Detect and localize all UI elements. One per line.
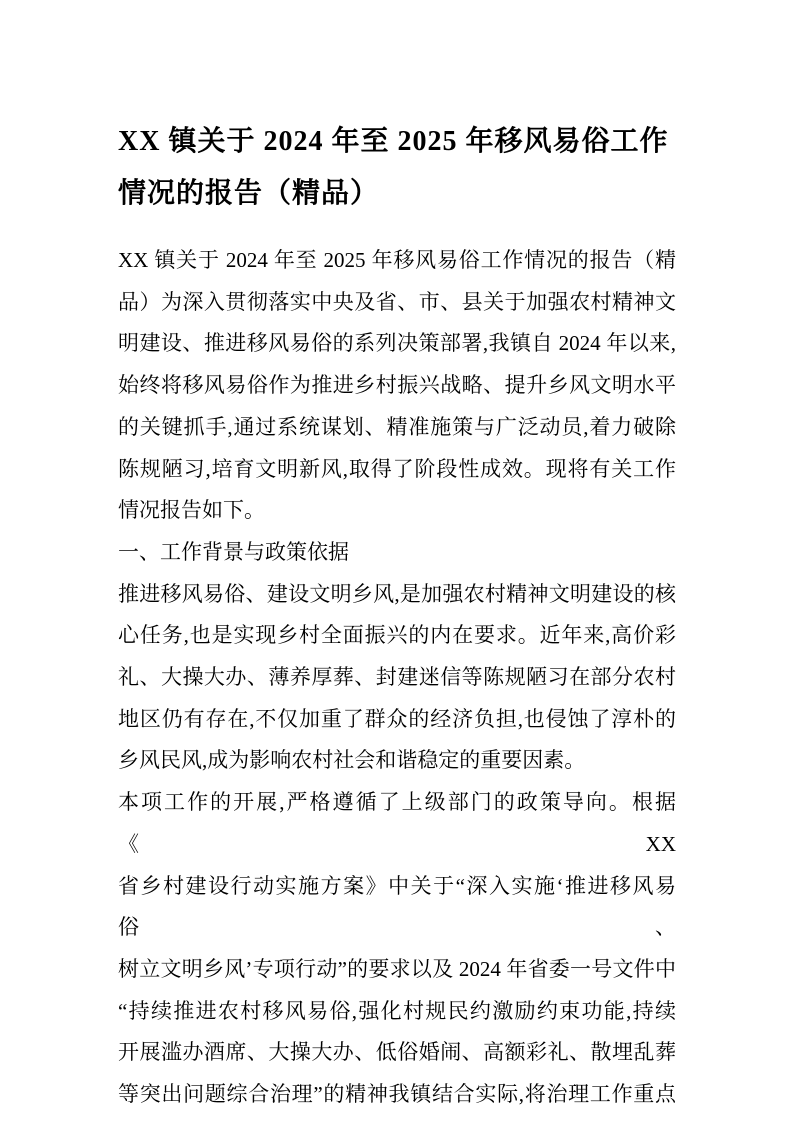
text-line: 地区仍有存在,不仅加重了群众的经济负担,也侵蚀了淳朴的 [118, 706, 676, 731]
heading-section-1 [118, 532, 676, 574]
paragraph-intro [118, 240, 676, 532]
document-title [118, 116, 676, 220]
text-line: 树立文明乡风’专项行动”的要求以及 2024 年省委一号文件中 [118, 956, 676, 981]
text-line: 情况报告如下。 [118, 498, 265, 523]
text-line: 本项工作的开展,严格遵循了上级部门的政策导向。根据《XX [118, 790, 676, 856]
paragraph-background [118, 574, 676, 783]
text-line: 的关键抓手,通过系统谋划、精准施策与广泛动员,着力破除 [118, 414, 676, 439]
text-line: 品）为深入贯彻落实中央及省、市、县关于加强农村精神文 [118, 289, 676, 314]
text-line: 等突出问题综合治理”的精神我镇结合实际,将治理工作重点 [118, 1082, 676, 1107]
text-line: XX 镇关于 2024 年至 2025 年移风易俗工作 [118, 126, 669, 157]
document-body [118, 240, 676, 1116]
text-line: 明建设、推进移风易俗的系列决策部署,我镇自 2024 年以来, [118, 331, 676, 356]
text-line: 心任务,也是实现乡村全面振兴的内在要求。近年来,高价彩 [118, 623, 676, 648]
text-line: 省乡村建设行动实施方案》中关于“深入实施‘推进移风易俗、 [118, 873, 676, 940]
text-line: 陈规陋习,培育文明新风,取得了阶段性成效。现将有关工作 [118, 456, 676, 481]
text-line: 始终将移风易俗作为推进乡村振兴战略、提升乡风文明水平 [118, 373, 676, 398]
text-line: 乡风民风,成为影响农村社会和谐稳定的重要因素。 [118, 748, 586, 773]
paragraph-policy-basis [118, 782, 676, 1116]
text-line: 情况的报告（精品） [118, 178, 380, 209]
text-line: 开展滥办酒席、大操大办、低俗婚闹、高额彩礼、散埋乱葬 [118, 1040, 676, 1065]
text-line: XX 镇关于 2024 年至 2025 年移风易俗工作情况的报告（精 [118, 248, 676, 272]
text-line: 一、工作背景与政策依据 [118, 539, 349, 564]
text-line: 礼、大操大办、薄养厚葬、封建迷信等陈规陋习在部分农村 [118, 665, 676, 690]
text-line: “持续推进农村移风易俗,强化村规民约激励约束功能,持续 [118, 998, 676, 1023]
text-line: 推进移风易俗、建设文明乡风,是加强农村精神文明建设的核 [118, 581, 676, 606]
